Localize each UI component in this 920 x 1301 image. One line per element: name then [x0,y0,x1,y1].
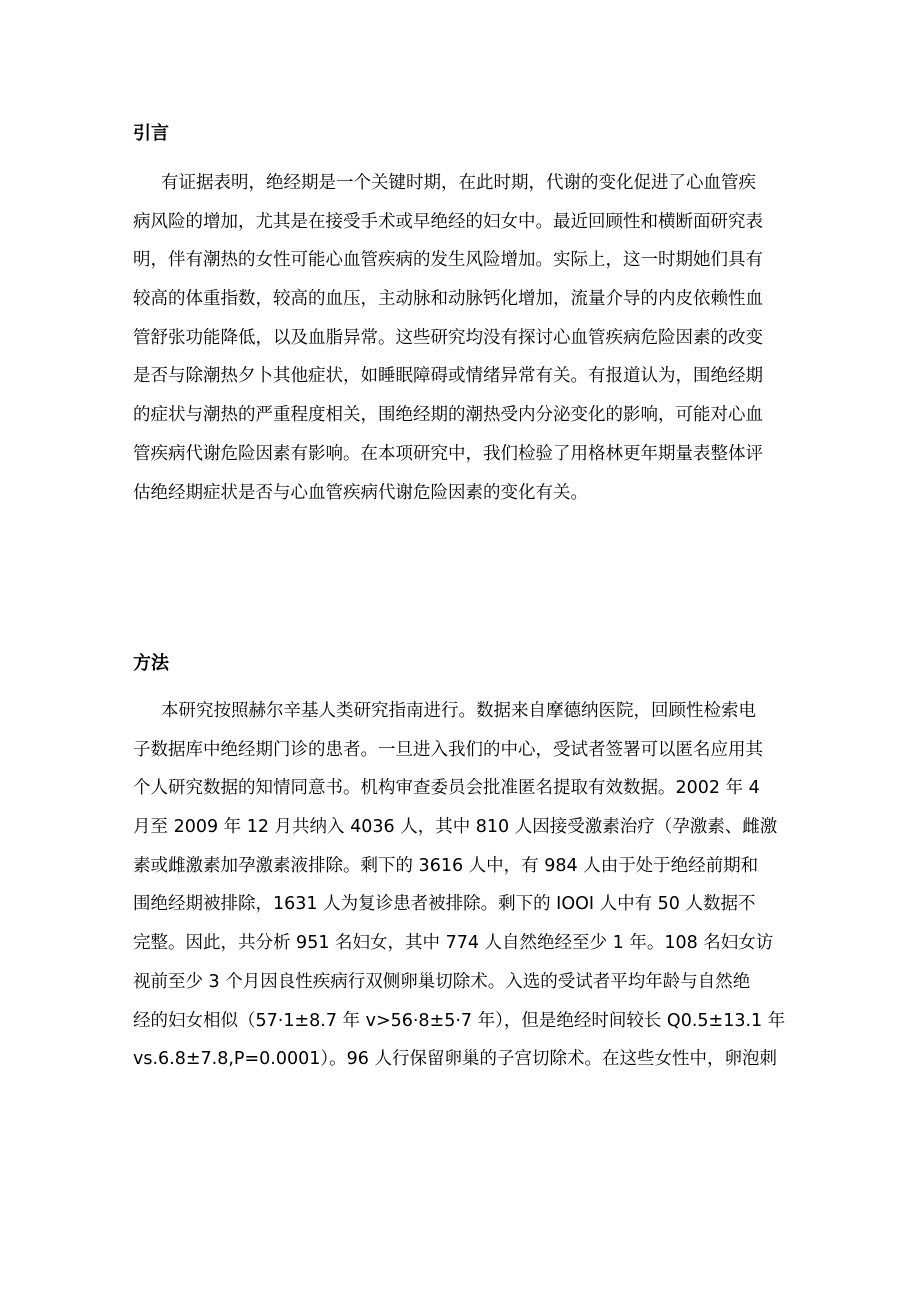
paragraph-line: 月至 2009 年 12 月共纳入 4036 人，其中 810 人因接受激素治疗（孕激素、雌激 [133,817,778,838]
section-heading-methods: 方法 [133,653,169,674]
paragraph-line: vs.6.8±7.8,P=0.0001）。96 人行保留卵巢的子宫切除术。在这些女性中，卵泡刺 [133,1049,777,1070]
introduction-paragraph [133,164,793,512]
paragraph-line: 病风险的增加，尤其是在接受手术或早绝经的妇女中。最近回顾性和横断面研究表 [133,211,763,232]
paragraph-line: 视前至少 3 个月因良性疾病行双侧卵巢切除术。入选的受试者平均年龄与自然绝 [133,971,751,992]
paragraph-line: 是否与除潮热夕卜其他症状，如睡眠障碍或情绪异常有关。有报道认为，围绝经期 [133,366,763,387]
paragraph-line: 管舒张功能降低，以及血脂异常。这些研究均没有探讨心血管疾病危险因素的改变 [133,327,763,348]
paragraph-line: 个人研究数据的知情同意书。机构审查委员会批准匿名提取有效数据。2002 年 4 [133,778,760,799]
paragraph-line: 明，伴有潮热的女性可能心血管疾病的发生风险增加。实际上，这一时期她们具有 [133,250,763,271]
paragraph-line: 估绝经期症状是否与心血管疾病代谢危险因素的变化有关。 [133,482,588,503]
paragraph-line: 围绝经期被排除，1631 人为复诊患者被排除。剩下的 IOOI 人中有 50 人数据不 [133,894,756,915]
paragraph-line: 本研究按照赫尔辛基人类研究指南进行。数据来自摩德纳医院，回顾性检索电 [161,701,756,721]
section-heading-introduction: 引言 [133,123,169,144]
paragraph-line: 经的妇女相似（57·1±8.7 年 v>56·8±5·7 年），但是绝经时间较长 Q0.5±13.1 年 [133,1010,786,1031]
methods-paragraph [133,692,793,1079]
paragraph-line: 素或雌激素加孕激素液排除。剩下的 3616 人中，有 984 人由于处于绝经前期和 [133,855,759,876]
paragraph-line: 完整。因此，共分析 951 名妇女，其中 774 人自然绝经至少 1 年。108 名妇女访 [133,933,774,954]
paragraph-line: 子数据库中绝经期门诊的患者。一旦进入我们的中心，受试者签署可以匿名应用其 [133,739,763,760]
paragraph-line: 有证据表明，绝经期是一个关键时期，在此时期，代谢的变化促进了心血管疾 [161,173,756,193]
paragraph-line: 管疾病代谢危险因素有影响。在本项研究中，我们检验了用格林更年期量表整体评 [133,443,763,464]
paragraph-line: 较高的体重指数，较高的血压，主动脉和动脉钙化增加，流量介导的内皮依赖性血 [133,289,763,310]
paragraph-line: 的症状与潮热的严重程度相关，围绝经期的潮热受内分泌变化的影响，可能对心血 [133,405,763,426]
